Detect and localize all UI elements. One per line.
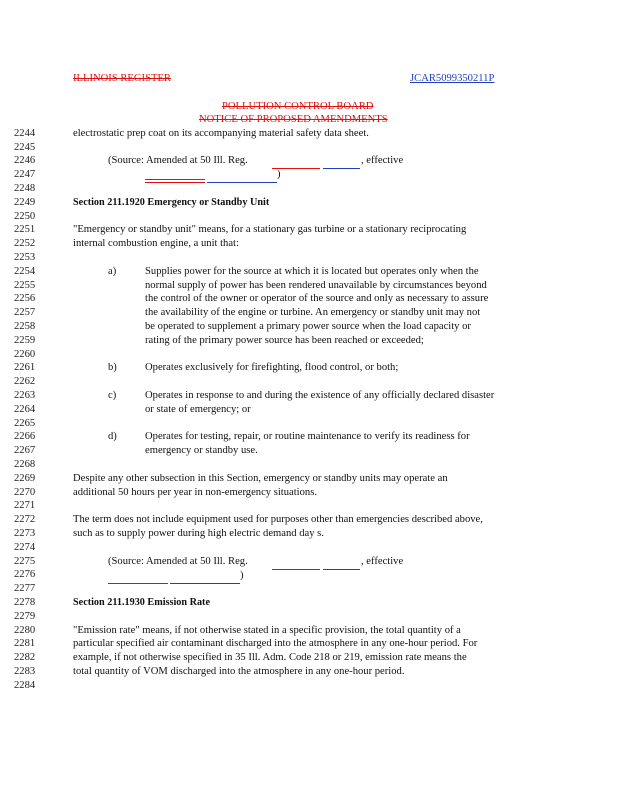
source-note-blank-blue [170,583,240,584]
subsection-label: a) [108,266,117,277]
line-number: 2269 [14,473,36,484]
body-line: The term does not include equipment used for purposes other than emergencies described above, [73,514,483,525]
line-number: 2276 [14,569,36,580]
body-line: "Emergency or standby unit" means, for a stationary gas turbine or a stationary reciprocating [73,224,467,235]
document-id: JCAR5099350211P [410,73,495,84]
line-number: 2264 [14,404,36,415]
source-note-blank-blue [207,182,277,183]
line-number: 2265 [14,418,36,429]
register-title: ILLINOIS REGISTER [73,73,171,84]
line-number: 2271 [14,500,36,511]
source-note-blank-blue [323,168,360,169]
body-line: or state of emergency; or [145,404,251,415]
line-number: 2268 [14,459,36,470]
body-line: example, if not otherwise specified in 35 Ill. Adm. Code 218 or 219, emission rate means the [73,652,467,663]
body-line: Operates for testing, repair, or routine maintenance to verify its readiness for [145,431,470,442]
line-number: 2274 [14,542,36,553]
body-line: "Emission rate" means, if not otherwise stated in a specific provision, the total quantity of a [73,625,461,636]
line-number: 2263 [14,390,36,401]
line-number: 2245 [14,142,36,153]
line-number: 2256 [14,293,36,304]
line-number: 2283 [14,666,36,677]
subsection-label: c) [108,390,117,401]
body-line: internal combustion engine, a unit that: [73,238,239,249]
line-number: 2252 [14,238,36,249]
line-number: 2259 [14,335,36,346]
source-note-blank-red [108,583,168,584]
line-number: 2247 [14,169,36,180]
source-note-blank-red [145,179,205,180]
line-number: 2255 [14,280,36,291]
body-line: particular specified air contaminant discharged into the atmosphere in any one-hour period. For [73,638,478,649]
body-line: the control of the owner or operator of the source and only as necessary to assure [145,293,489,304]
line-number: 2278 [14,597,36,608]
line-number: 2284 [14,680,36,691]
source-note-effective: , effective [361,155,404,166]
body-line: be operated to supplement a primary power source when the load capacity or [145,321,471,332]
source-note-blank-blue [323,569,360,570]
line-number: 2266 [14,431,36,442]
section-heading: Section 211.1930 Emission Rate [73,597,210,608]
line-number: 2261 [14,362,36,373]
notice-title: NOTICE OF PROPOSED AMENDMENTS [199,114,388,125]
line-number: 2253 [14,252,36,263]
source-note-close: ) [277,169,281,180]
line-number: 2251 [14,224,36,235]
body-line: the availability of the engine or turbine. An emergency or standby unit may not [145,307,481,318]
source-note-text: (Source: Amended at 50 Ill. Reg. [108,556,248,567]
line-number: 2267 [14,445,36,456]
line-number: 2272 [14,514,36,525]
source-note-close: ) [240,570,244,581]
line-number: 2279 [14,611,36,622]
line-number: 2280 [14,625,36,636]
line-number: 2250 [14,211,36,222]
line-number: 2249 [14,197,36,208]
board-title: POLLUTION CONTROL BOARD [222,101,374,112]
line-number: 2277 [14,583,36,594]
line-number: 2282 [14,652,36,663]
line-number: 2262 [14,376,36,387]
body-line: electrostatic prep coat on its accompanying material safety data sheet. [73,128,369,139]
body-line: such as to supply power during high electric demand day s. [73,528,324,539]
line-number: 2244 [14,128,36,139]
body-line: Despite any other subsection in this Section, emergency or standby units may operate an [73,473,448,484]
body-line: rating of the primary power source has been reached or exceeded; [145,335,424,346]
section-heading: Section 211.1920 Emergency or Standby Unit [73,197,270,208]
body-line: normal supply of power has been rendered unavailable by circumstances beyond [145,280,487,291]
body-line: emergency or standby use. [145,445,258,456]
body-line: Operates in response to and during the existence of any officially declared disaster [145,390,495,401]
line-number: 2257 [14,307,36,318]
line-number: 2254 [14,266,36,277]
line-number: 2275 [14,556,36,567]
source-note-text: (Source: Amended at 50 Ill. Reg. [108,155,248,166]
body-line: Operates exclusively for firefighting, flood control, or both; [145,362,399,373]
body-line: Supplies power for the source at which it is located but operates only when the [145,266,479,277]
line-number: 2248 [14,183,36,194]
line-number: 2260 [14,349,36,360]
line-number: 2273 [14,528,36,539]
body-line: total quantity of VOM discharged into the atmosphere in any one-hour period. [73,666,405,677]
subsection-label: d) [108,431,117,442]
line-number: 2258 [14,321,36,332]
line-number: 2246 [14,155,36,166]
source-note-blank-red [145,182,205,183]
line-number: 2270 [14,487,36,498]
source-note-blank-red [272,569,320,570]
subsection-label: b) [108,362,117,373]
source-note-effective: , effective [361,556,404,567]
line-number: 2281 [14,638,36,649]
body-line: additional 50 hours per year in non-emergency situations. [73,487,317,498]
